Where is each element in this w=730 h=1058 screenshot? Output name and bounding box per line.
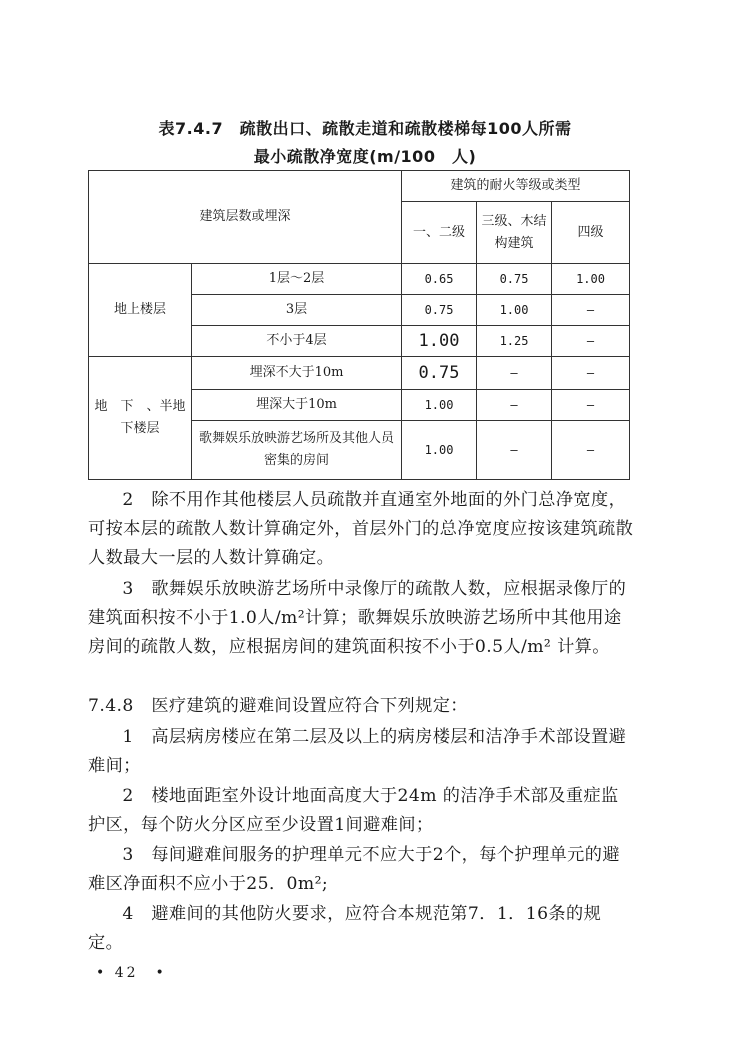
- paragraph-item-3: 3 歌舞娱乐放映游艺场所中录像厅的疏散人数，应根据录像厅的建筑面积按不小于1.0人/m²计算；歌舞娱乐放映游艺场所中其他用途房间的疏散人数，应根据房间的建筑面积按不小于0.5人/m² 计算。: [88, 579, 627, 657]
- header-col1: 一、二级: [402, 202, 477, 264]
- paragraph-rule-4: 4 避难间的其他防火要求，应符合本规范第7．1．16条的规定。: [88, 904, 602, 953]
- header-col3: 四级: [552, 202, 630, 264]
- header-rating-group: 建筑的耐火等级或类型: [402, 171, 630, 202]
- cell-value: 0.75: [402, 357, 477, 390]
- cell-value: 0.75: [402, 295, 477, 326]
- row-label: 歌舞娱乐放映游艺场所及其他人员密集的房间: [192, 421, 402, 480]
- header-col2: 三级、木结构建筑: [477, 202, 552, 264]
- cell-value: 1.00: [552, 264, 630, 295]
- header-floors: 建筑层数或埋深: [89, 171, 402, 264]
- cell-value: 0.65: [402, 264, 477, 295]
- cell-value: 1.25: [477, 326, 552, 357]
- table-title-line-2: 最小疏散净宽度(m/100 人): [253, 147, 477, 166]
- cell-value: —: [552, 295, 630, 326]
- cell-value: 1.00: [402, 421, 477, 480]
- cell-value: —: [477, 390, 552, 421]
- cell-value: —: [552, 357, 630, 390]
- cell-value: 0.75: [477, 264, 552, 295]
- paragraph-rule-3: 3 每间避难间服务的护理单元不应大于2个，每个护理单元的避难区净面积不应小于25．0m²;: [88, 845, 620, 894]
- section-heading-7-4-8: 7.4.8 医疗建筑的避难间设置应符合下列规定：: [88, 696, 468, 716]
- cell-value: —: [477, 421, 552, 480]
- table-title-line-1: 表7.4.7 疏散出口、疏散走道和疏散楼梯每100人所需: [158, 119, 572, 138]
- cell-value: —: [477, 357, 552, 390]
- row-label: 埋深大于10m: [192, 390, 402, 421]
- cell-value: —: [552, 421, 630, 480]
- row-label: 1层～2层: [192, 264, 402, 295]
- row-label: 不小于4层: [192, 326, 402, 357]
- group-label-below-ground: 地 下 、半地下楼层: [89, 357, 192, 480]
- paragraph-item-2: 2 除不用作其他楼层人员疏散并直通室外地面的外门总净宽度，可按本层的疏散人数计算确定外，首层外门的总净宽度应按该建筑疏散人数最大一层的人数计算确定。: [88, 490, 634, 568]
- cell-value: 1.00: [402, 390, 477, 421]
- page-number: • 42 •: [96, 965, 167, 981]
- cell-value: 1.00: [402, 326, 477, 357]
- cell-value: 1.00: [477, 295, 552, 326]
- table-row: [89, 357, 630, 390]
- paragraph-rule-2: 2 楼地面距室外设计地面高度大于24m 的洁净手术部及重症监护区，每个防火分区应至少设置1间避难间；: [88, 786, 619, 835]
- group-label-above-ground: 地上楼层: [89, 264, 192, 357]
- row-label: 3层: [192, 295, 402, 326]
- cell-value: —: [552, 326, 630, 357]
- cell-value: —: [552, 390, 630, 421]
- row-label: 埋深不大于10m: [192, 357, 402, 390]
- table-row: [89, 264, 630, 295]
- evacuation-width-table: [88, 170, 630, 480]
- paragraph-rule-1: 1 高层病房楼应在第二层及以上的病房楼层和洁净手术部设置避难间；: [88, 727, 627, 776]
